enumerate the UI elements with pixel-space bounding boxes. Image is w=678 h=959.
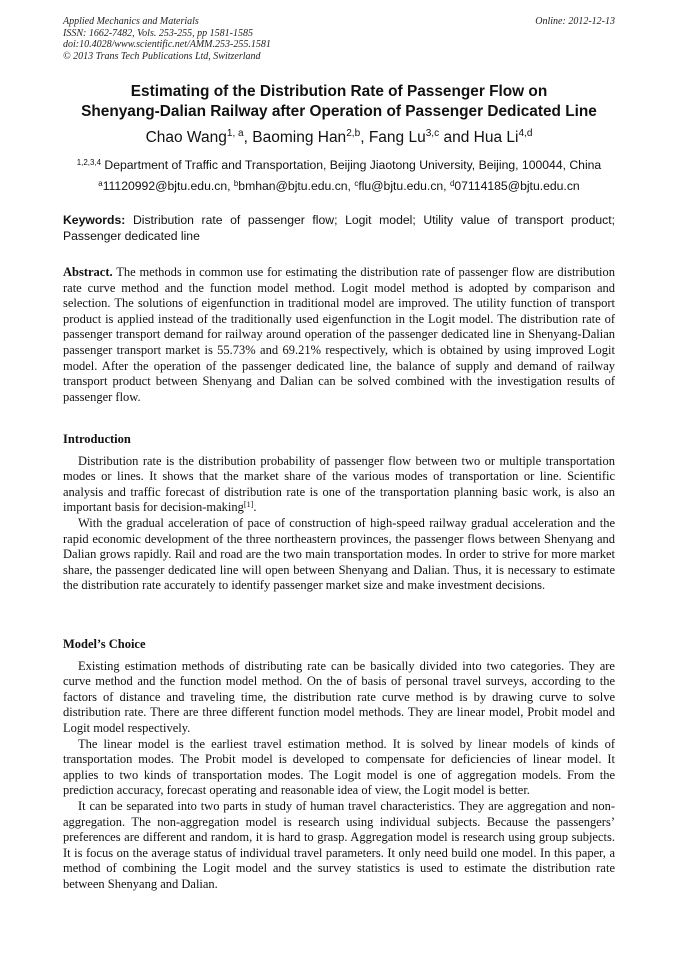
- journal-header: [63, 16, 615, 62]
- keywords-label: Keywords:: [63, 213, 126, 227]
- author-sup: 4,d: [518, 128, 533, 140]
- email-link[interactable]: 07114185@bjtu.edu.cn: [454, 179, 580, 193]
- title-line-2: Shenyang-Dalian Railway after Operation of Passenger Dedicated Line: [81, 102, 597, 120]
- paragraph: Existing estimation methods of distributing rate can be basically divided into two categories. They are curve method and the function model method. On the of basis of personal travel surveys, according to the factors of distance and traveling time, the distribution rate curve method is by drawing curve to solve distribution rate. There are three different function model methods. They are linear model, Probit model and Logit model respectively.: [63, 658, 615, 735]
- online-date: Online: 2012-12-13: [535, 16, 615, 27]
- citation-ref[interactable]: [1]: [243, 499, 254, 509]
- keywords-text: Distribution rate of passenger flow; Logit model; Utility value of transport product; Passenger dedicated line: [63, 213, 615, 243]
- affiliation-sup: 1,2,3,4: [76, 157, 102, 167]
- affiliation: [40, 157, 638, 173]
- issn-line: ISSN: 1662-7482, Vols. 253-255, pp 1581-1585: [63, 27, 253, 39]
- author-sup: 3,c: [425, 128, 440, 140]
- paper-title: [40, 82, 638, 121]
- affiliation-text: Department of Traffic and Transportation, Beijing Jiaotong University, Beijing, 100044, China: [104, 158, 602, 172]
- copyright-line: © 2013 Trans Tech Publications Ltd, Switzerland: [63, 50, 261, 62]
- email-sup: c: [354, 178, 359, 188]
- author-name: Hua Li: [473, 129, 519, 146]
- email-sup: d: [449, 178, 455, 188]
- paragraph-text: Distribution rate is the distribution probability of passenger flow between two or multiple transportation modes or lines. It shows that the market share of the various modes of transportation or line. Scientific analysis and traffic forecast of distribution rate is one of the transportation planning basic work, is also an important basis for decision-making: [63, 453, 615, 515]
- author-sup: 1, a: [226, 128, 244, 140]
- paragraph: [63, 454, 615, 516]
- author-list: Chao Wang$^{1, a}$, Baoming Han$^{2,b}$, Fang Lu$^{3,c}$ and Hua Li$^{4,d}$: [145, 128, 533, 146]
- doi-line: doi:10.4028/www.scientific.net/AMM.253-255.1581: [63, 39, 271, 50]
- author-name: Fang Lu: [368, 129, 426, 146]
- abstract-label: Abstract.: [63, 265, 113, 279]
- section-heading: Model’s Choice: [63, 637, 146, 651]
- models-choice-section: [63, 637, 615, 893]
- paragraph: The linear model is the earliest travel estimation method. It is solved by linear models of kinds of transportation modes. The Probit model is developed to compensate for deficiencies of linear model. It applies to two kinds of transportation modes. The Logit model is one of aggregation models. From the prediction accuracy, forecast operating and reasonable idea of view, the Logit model is better.: [63, 736, 615, 798]
- author-name: Baoming Han: [252, 129, 347, 146]
- keywords: [63, 212, 615, 244]
- abstract-text: The methods in common use for estimating the distribution rate of passenger flow are distribution rate curve method and the function model method. Logit model method is adopted by comparison and selection. The solutions of eigenfunction in traditional model are improved. The utility function of transport product is applied instead of the traditionally used eigenfunction in the Logit model. The distribution rate of passenger transport demand for railway around operation of the passenger dedicated line in Shenyang-Dalian passenger transport market is 55.73% and 69.21% respectively, which is obtained by using improved Logit model. After the operation of the passenger dedicated line, the balance of supply and demand of railway transport product between Shenyang and Dalian can be solved combined with the investigation results of passenger flow.: [63, 265, 616, 404]
- section-heading: Introduction: [63, 432, 131, 446]
- paragraph-end: .: [253, 500, 257, 515]
- author-sup: 2,b: [346, 128, 361, 140]
- email-link[interactable]: flu@bjtu.edu.cn,: [358, 179, 447, 193]
- email-sup: a: [98, 178, 103, 188]
- paragraph: It can be separated into two parts in study of human travel characteristics. They are aggregation and non-aggregation. The non-aggregation model is research using individual subjects. Because the passengers’ preferences are different and random, it is hard to grasp. Aggregation model is research using group subjects. It is focus on the average status of individual travel parameters. It only need build one model. In this paper, a method of combining the Logit model and the survey statistics is used to estimate the distribution rate between Shenyang and Dalian.: [63, 798, 615, 891]
- author-name: Chao Wang: [145, 129, 227, 146]
- abstract: [63, 265, 615, 405]
- introduction-section: [63, 432, 615, 594]
- email-link[interactable]: bmhan@bjtu.edu.cn,: [238, 179, 351, 193]
- title-line-1: Estimating of the Distribution Rate of Passenger Flow on: [130, 83, 548, 100]
- paragraph: With the gradual acceleration of pace of construction of high-speed railway gradual acceleration and the rapid economic development of the three northeastern provinces, the passenger flows between Shenyang and Dalian grows rapidly. Rail and road are the two main transportation modes. In order to strive for more market share, the passenger dedicated line will open between Shenyang and Dalian. Thus, it is necessary to estimate the distribution rate accurately to identify passenger market size and make investment decisions.: [63, 515, 615, 593]
- journal-name: Applied Mechanics and Materials: [63, 16, 199, 27]
- email-list: [40, 178, 638, 194]
- email-link[interactable]: 11120992@bjtu.edu.cn,: [102, 179, 231, 193]
- email-sup: b: [233, 178, 239, 188]
